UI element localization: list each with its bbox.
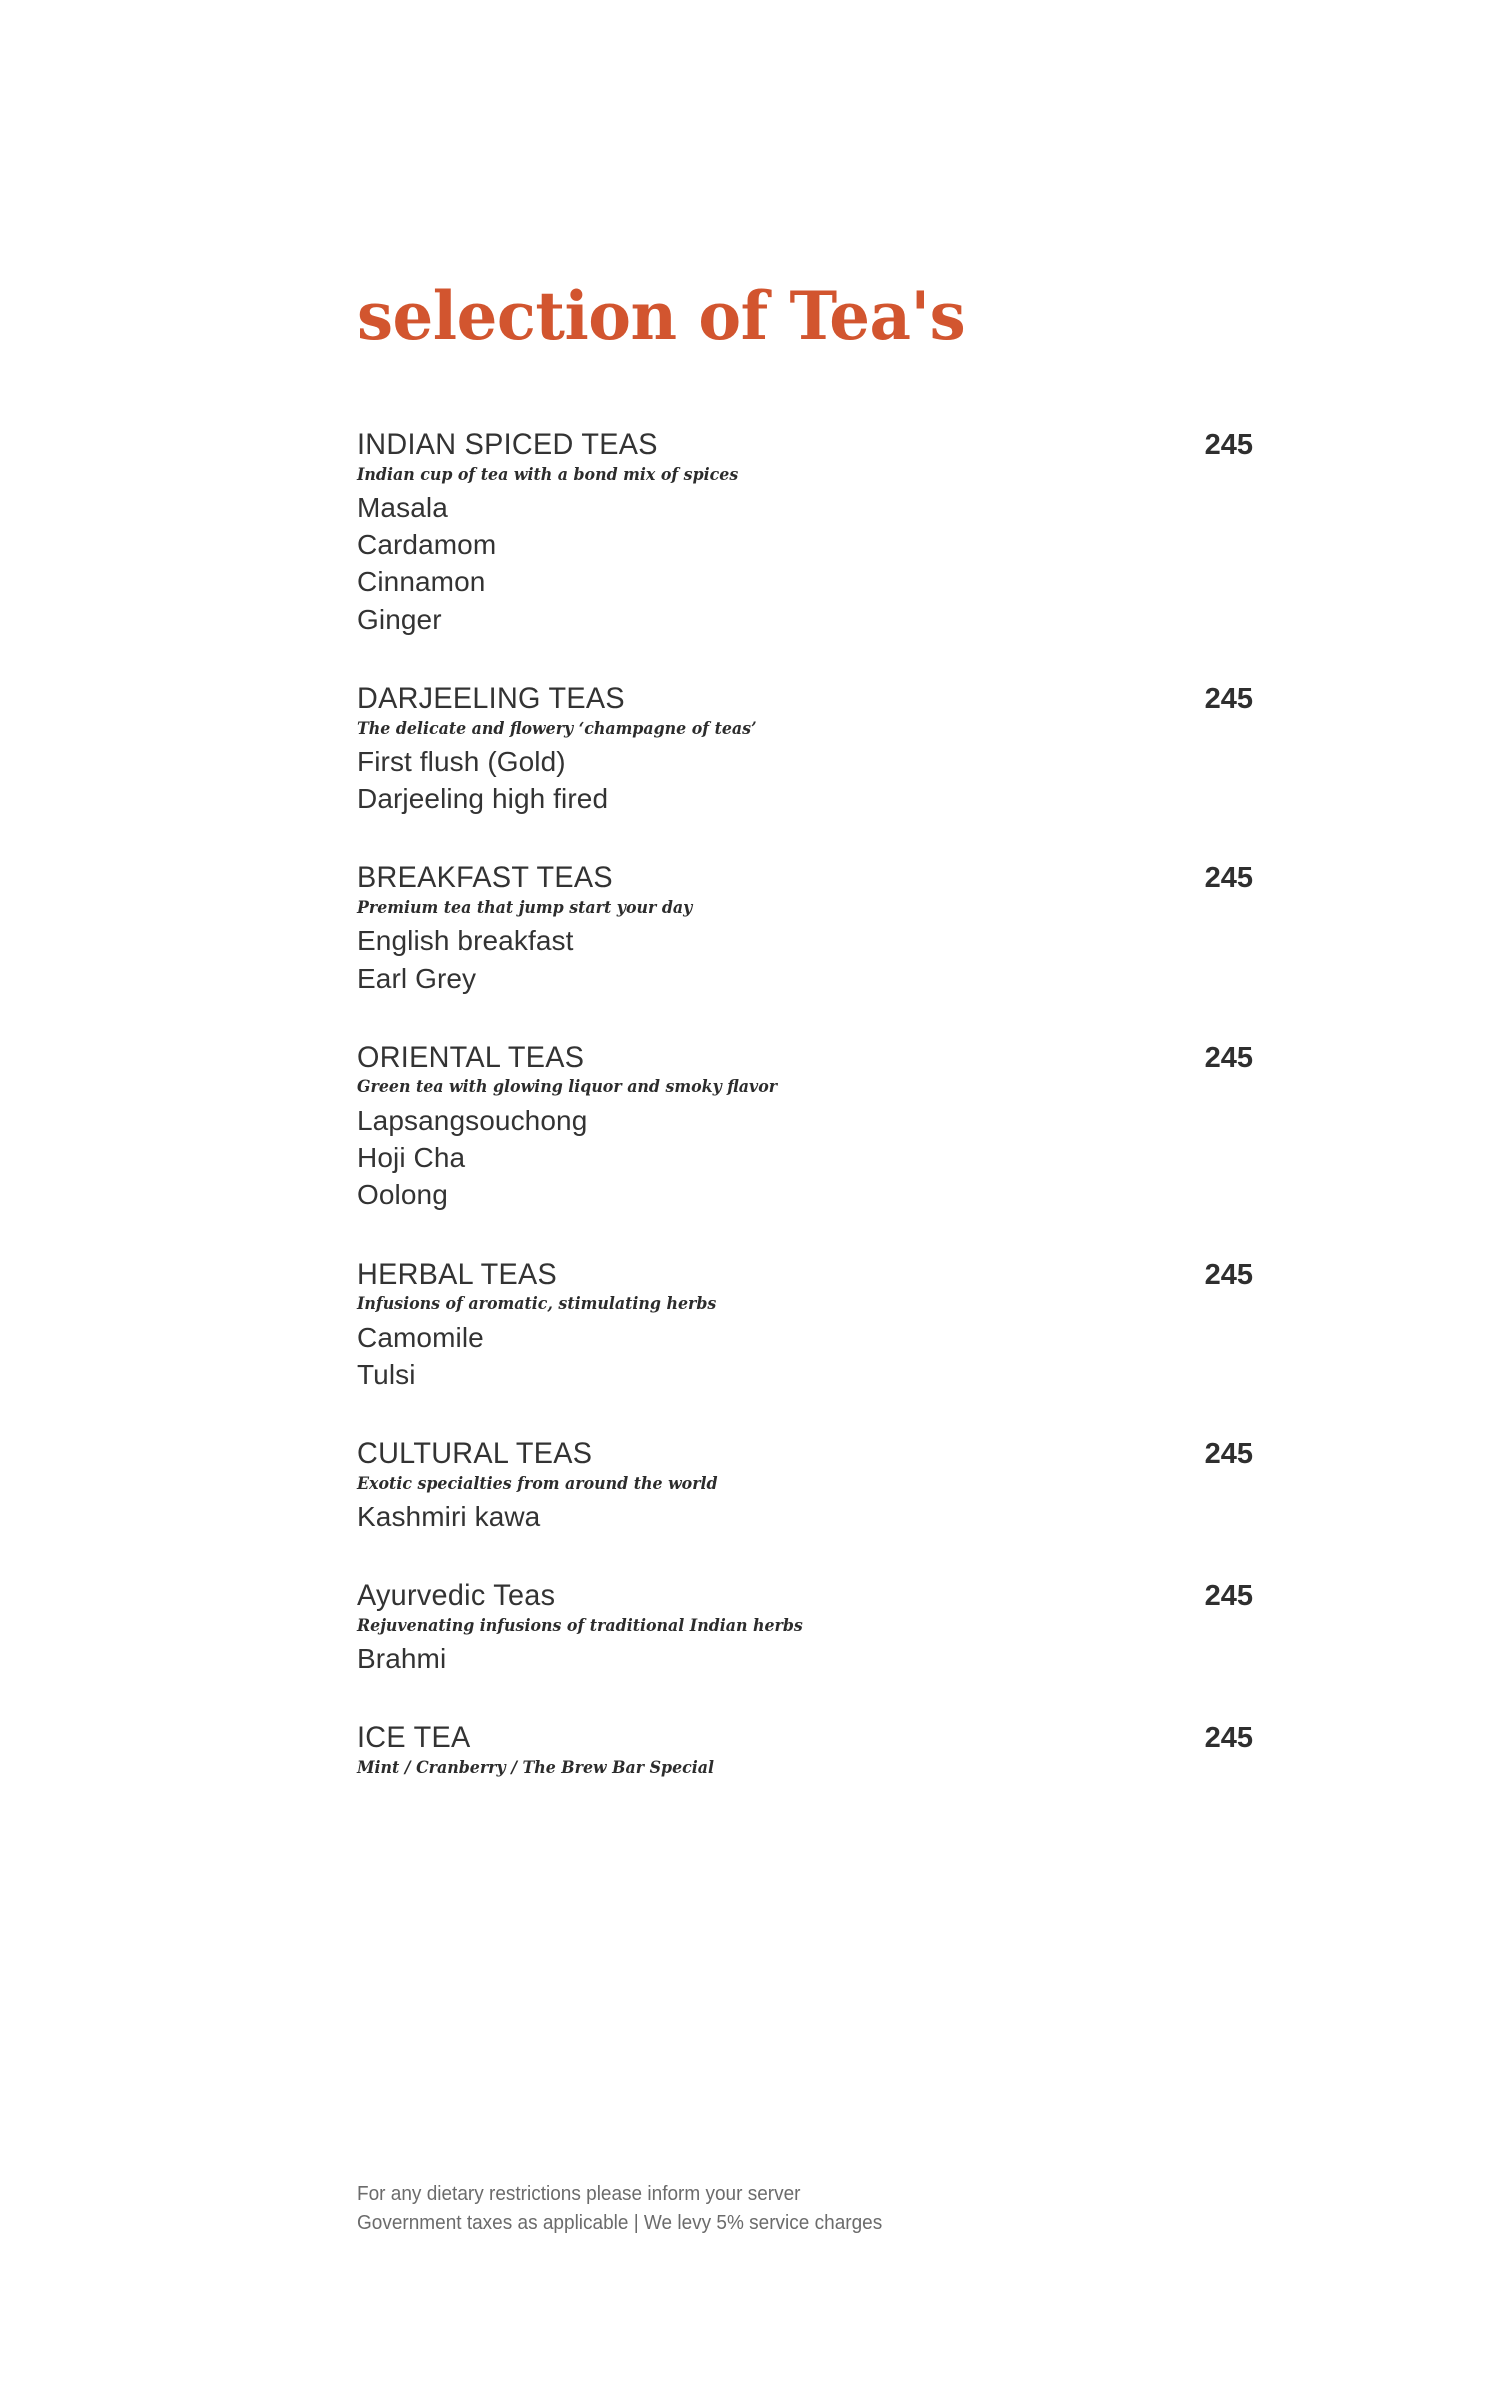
section-header xyxy=(357,1579,1253,1613)
list-item: Oolong xyxy=(357,1179,448,1211)
section-header xyxy=(357,1258,1253,1292)
list-item: First flush (Gold) xyxy=(357,745,566,777)
item-list xyxy=(357,489,1253,638)
section-price: 245 xyxy=(1204,682,1253,715)
list-item: Camomile xyxy=(357,1321,484,1353)
section-header xyxy=(357,861,1253,895)
item-list xyxy=(357,1319,1253,1393)
section-title: BREAKFAST TEAS xyxy=(357,861,613,895)
menu-section xyxy=(357,1721,1253,1778)
section-price: 245 xyxy=(1204,1258,1253,1291)
footer-dietary-note: For any dietary restrictions please inform your server xyxy=(357,2183,801,2205)
section-price: 245 xyxy=(1204,1580,1253,1613)
section-header xyxy=(357,682,1253,716)
list-item: Masala xyxy=(357,491,448,523)
menu-section xyxy=(357,1437,1253,1535)
menu-section xyxy=(357,682,1253,817)
list-item: Darjeeling high fired xyxy=(357,783,609,815)
list-item: Earl Grey xyxy=(357,962,477,994)
footer-tax-note: Government taxes as applicable | We levy 5% service charges xyxy=(357,2212,883,2234)
section-title: DARJEELING TEAS xyxy=(357,681,625,715)
section-description: Indian cup of tea with a bond mix of spices xyxy=(357,464,739,485)
section-price: 245 xyxy=(1204,1041,1253,1074)
section-title: CULTURAL TEAS xyxy=(357,1436,593,1470)
section-price: 245 xyxy=(1204,1437,1253,1470)
section-header xyxy=(357,1721,1253,1755)
item-list xyxy=(357,1102,1253,1214)
menu-section xyxy=(357,1041,1253,1214)
section-description: Exotic specialties from around the world xyxy=(357,1473,718,1494)
list-item: Lapsangsouchong xyxy=(357,1104,588,1136)
title-block xyxy=(357,277,1257,355)
section-header xyxy=(357,428,1253,462)
section-title: ORIENTAL TEAS xyxy=(357,1040,585,1074)
section-description: Mint / Cranberry / The Brew Bar Special xyxy=(357,1758,715,1778)
list-item: Tulsi xyxy=(357,1358,416,1390)
footer xyxy=(357,2180,1257,2238)
section-description: The delicate and flowery ‘champagne of teas’ xyxy=(357,718,757,739)
list-item: Kashmiri kawa xyxy=(357,1500,541,1532)
section-description: Premium tea that jump start your day xyxy=(357,897,693,918)
section-title: INDIAN SPICED TEAS xyxy=(357,428,658,461)
menu-section xyxy=(357,428,1253,638)
section-description: Infusions of aromatic, stimulating herbs xyxy=(357,1294,717,1315)
list-item: Brahmi xyxy=(357,1643,447,1675)
item-list xyxy=(357,1640,1253,1677)
list-item: Ginger xyxy=(357,603,442,635)
section-description: Green tea with glowing liquor and smoky flavor xyxy=(357,1077,778,1098)
menu-sections-list xyxy=(357,428,1253,1778)
item-list xyxy=(357,743,1253,817)
item-list xyxy=(357,1498,1253,1535)
menu-section xyxy=(357,1579,1253,1677)
list-item: Hoji Cha xyxy=(357,1142,466,1174)
list-item: Cinnamon xyxy=(357,566,486,598)
section-price: 245 xyxy=(1204,862,1253,895)
section-price: 245 xyxy=(1204,1722,1253,1755)
section-description: Rejuvenating infusions of traditional Indian herbs xyxy=(357,1615,803,1636)
section-title: HERBAL TEAS xyxy=(357,1257,558,1291)
section-title: Ayurvedic Teas xyxy=(357,1579,556,1613)
menu-section xyxy=(357,861,1253,996)
page-title: selection of Tea's xyxy=(357,277,966,355)
section-price: 245 xyxy=(1204,429,1253,461)
item-list xyxy=(357,922,1253,996)
list-item: English breakfast xyxy=(357,925,574,957)
section-header xyxy=(357,1437,1253,1471)
section-header xyxy=(357,1041,1253,1075)
menu-section xyxy=(357,1258,1253,1393)
section-title: ICE TEA xyxy=(357,1721,471,1755)
list-item: Cardamom xyxy=(357,529,497,561)
